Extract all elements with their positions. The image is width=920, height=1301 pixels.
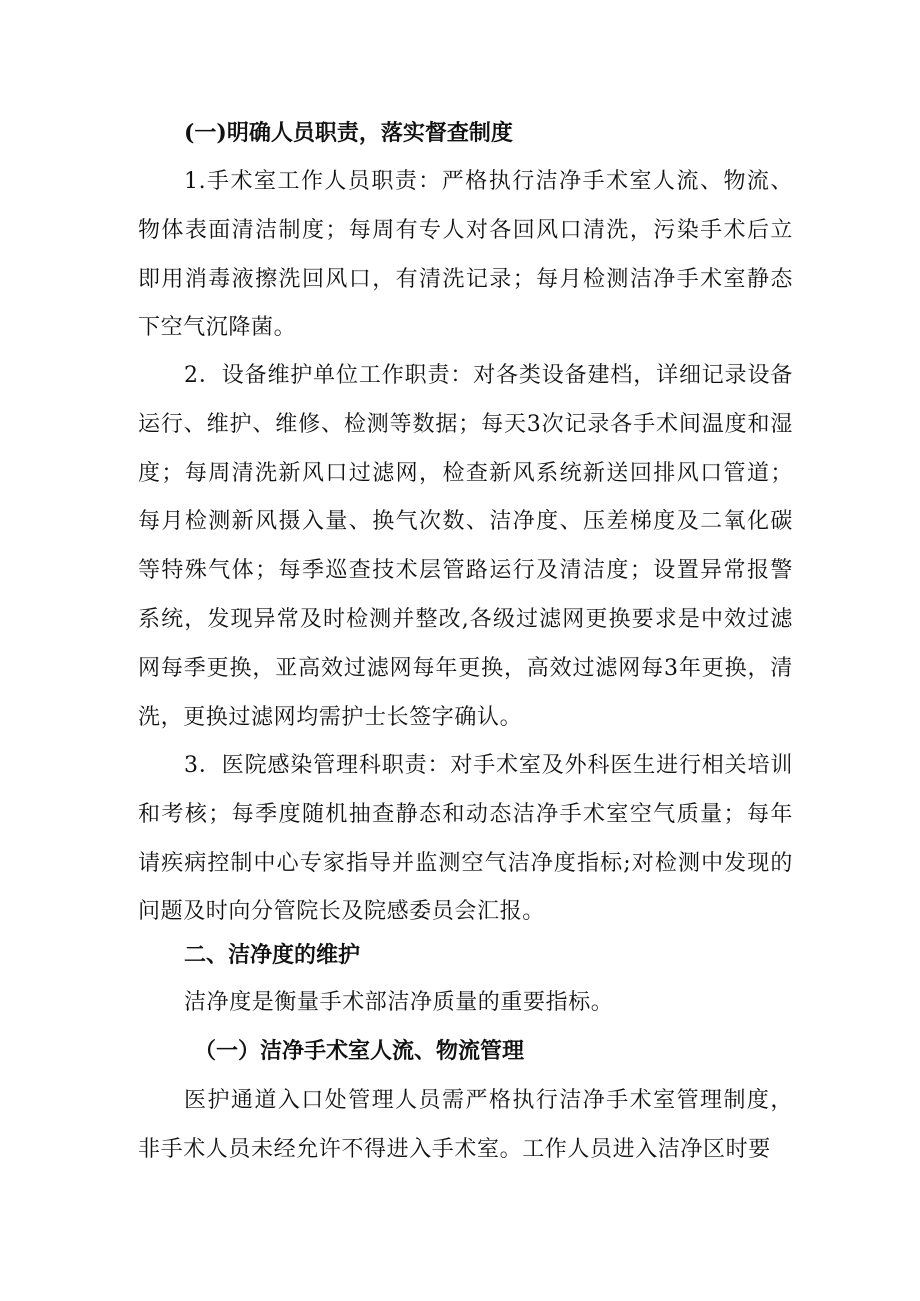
- section-heading-cleanliness-maintenance: 二、洁净度的维护: [184, 942, 361, 968]
- section-heading-responsibilities: (一)明确人员职责，落实督查制度: [184, 120, 513, 146]
- paragraph-or-staff-duties: 1.手术室工作人员职责：严格执行洁净手术室人流、物流、物体表面清洁制度；每周有专人对各回风口清洗，污染手术后立即用消毒液擦洗回风口，有清洗记录；每月检测洁净手术室静态下空气沉降菌。: [138, 169, 793, 341]
- paragraph-cleanliness-intro: 洁净度是衡量手术部洁净质量的重要指标。: [184, 990, 614, 1015]
- subsection-heading-flow-management: （一）洁净手术室人流、物流管理: [194, 1038, 525, 1064]
- paragraph-infection-control-duties: 3．医院感染管理科职责：对手术室及外科医生进行相关培训和考核；每季度随机抽查静态和动态洁净手术室空气质量；每年请疾病控制中心专家指导并监测空气洁净度指标;对检测中发现的问题及时向分管院长及院感委员会汇报。: [138, 753, 793, 925]
- paragraph-equipment-maintenance-duties: 2．设备维护单位工作职责：对各类设备建档，详细记录设备运行、维护、维修、检测等数据；每天3次记录各手术间温度和湿度；每周清洗新风口过滤网，检查新风系统新送回排风口管道；每月检测新风摄入量、换气次数、洁净度、压差梯度及二氧化碳等特殊气体；每季巡查技术层管路运行及清洁度；设置异常报警系统，发现异常及时检测并整改,各级过滤网更换要求是中效过滤网每季更换，亚高效过滤网每年更换，高效过滤网每3年更换，清洗，更换过滤网均需护士长签字确认。: [138, 363, 793, 730]
- paragraph-access-control: 医护通道入口处管理人员需严格执行洁净手术室管理制度，非手术人员未经允许不得进入手术室。工作人员进入洁净区时要: [138, 1088, 793, 1162]
